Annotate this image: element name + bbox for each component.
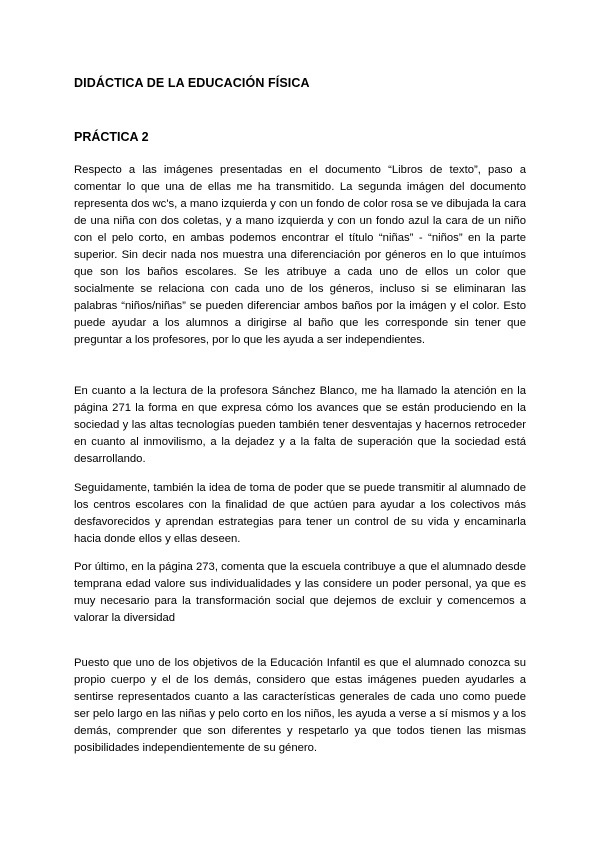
- paragraph-reading-sanchez-blanco: En cuanto a la lectura de la profesora Sánchez Blanco, me ha llamado la atención en la página 271 la forma en que expresa cómo los avances que se están produciendo en la sociedad y las altas tecnologías pueden también tener desventajas y hacernos retroceder en cuanto al inmovilismo, a la dejadez y a la falta de superación que la sociedad está desarrollando.: [74, 385, 526, 465]
- document-title: DIDÁCTICA DE LA EDUCACIÓN FÍSICA: [74, 76, 310, 90]
- paragraph-page-273: Por último, en la página 273, comenta que la escuela contribuye a que el alumnado desde temprana edad valore sus individualidades y las considere un poder personal, ya que es muy necesario para la transformación social que dejemos de excluir y comencemos a valorar la diversidad: [74, 561, 526, 624]
- paragraph-images-commentary: Respecto a las imágenes presentadas en el documento “Libros de texto”, paso a comentar lo que una de ellas me ha transmitido. La segunda imágen del documento representa dos wc's, a mano izquierda y con un fondo de color rosa se ve dibujada la cara de una niña con dos coletas, y a mano izquierda y con un fondo azul la cara de un niño con el pelo corto, en ambas podemos encontrar el título “niñas” - “niños” en la parte superior. Sin decir nada nos muestra una diferenciación por géneros en lo que intuímos que son los baños escolares. Se les atribuye a cada uno de ellos un color que socialmente se relaciona con cada uno de los géneros, incluso si se eliminaran las palabras “niños/niñas” se pueden diferenciar ambos baños por la imágen y el color. Esto puede ayudar a los alumnos a dirigirse al baño que les corresponde sin tener que preguntar a los profesores, por lo que les ayuda a ser independientes.: [74, 164, 526, 346]
- section-heading: PRÁCTICA 2: [74, 130, 149, 144]
- paragraph-early-education: Puesto que uno de los objetivos de la Educación Infantil es que el alumnado conozca su propio cuerpo y el de los demás, considero que estas imágenes pueden ayudarles a sentirse representados cuanto a las características generales de cada uno como puede ser pelo largo en las niñas y pelo corto en los niños, les ayuda a verse a sí mismos y a los demás, comprender que son diferentes y respetarlo ya que todos tienen las mismas posibilidades independientemente de su género.: [74, 657, 526, 754]
- paragraph-empowerment: Seguidamente, también la idea de toma de poder que se puede transmitir al alumnado de los centros escolares con la finalidad de que actúen para ayudar a los colectivos más desfavorecidos y aprendan estrategias para tener un control de su vida y encaminarla hacia donde ellos y ellas deseen.: [74, 482, 526, 545]
